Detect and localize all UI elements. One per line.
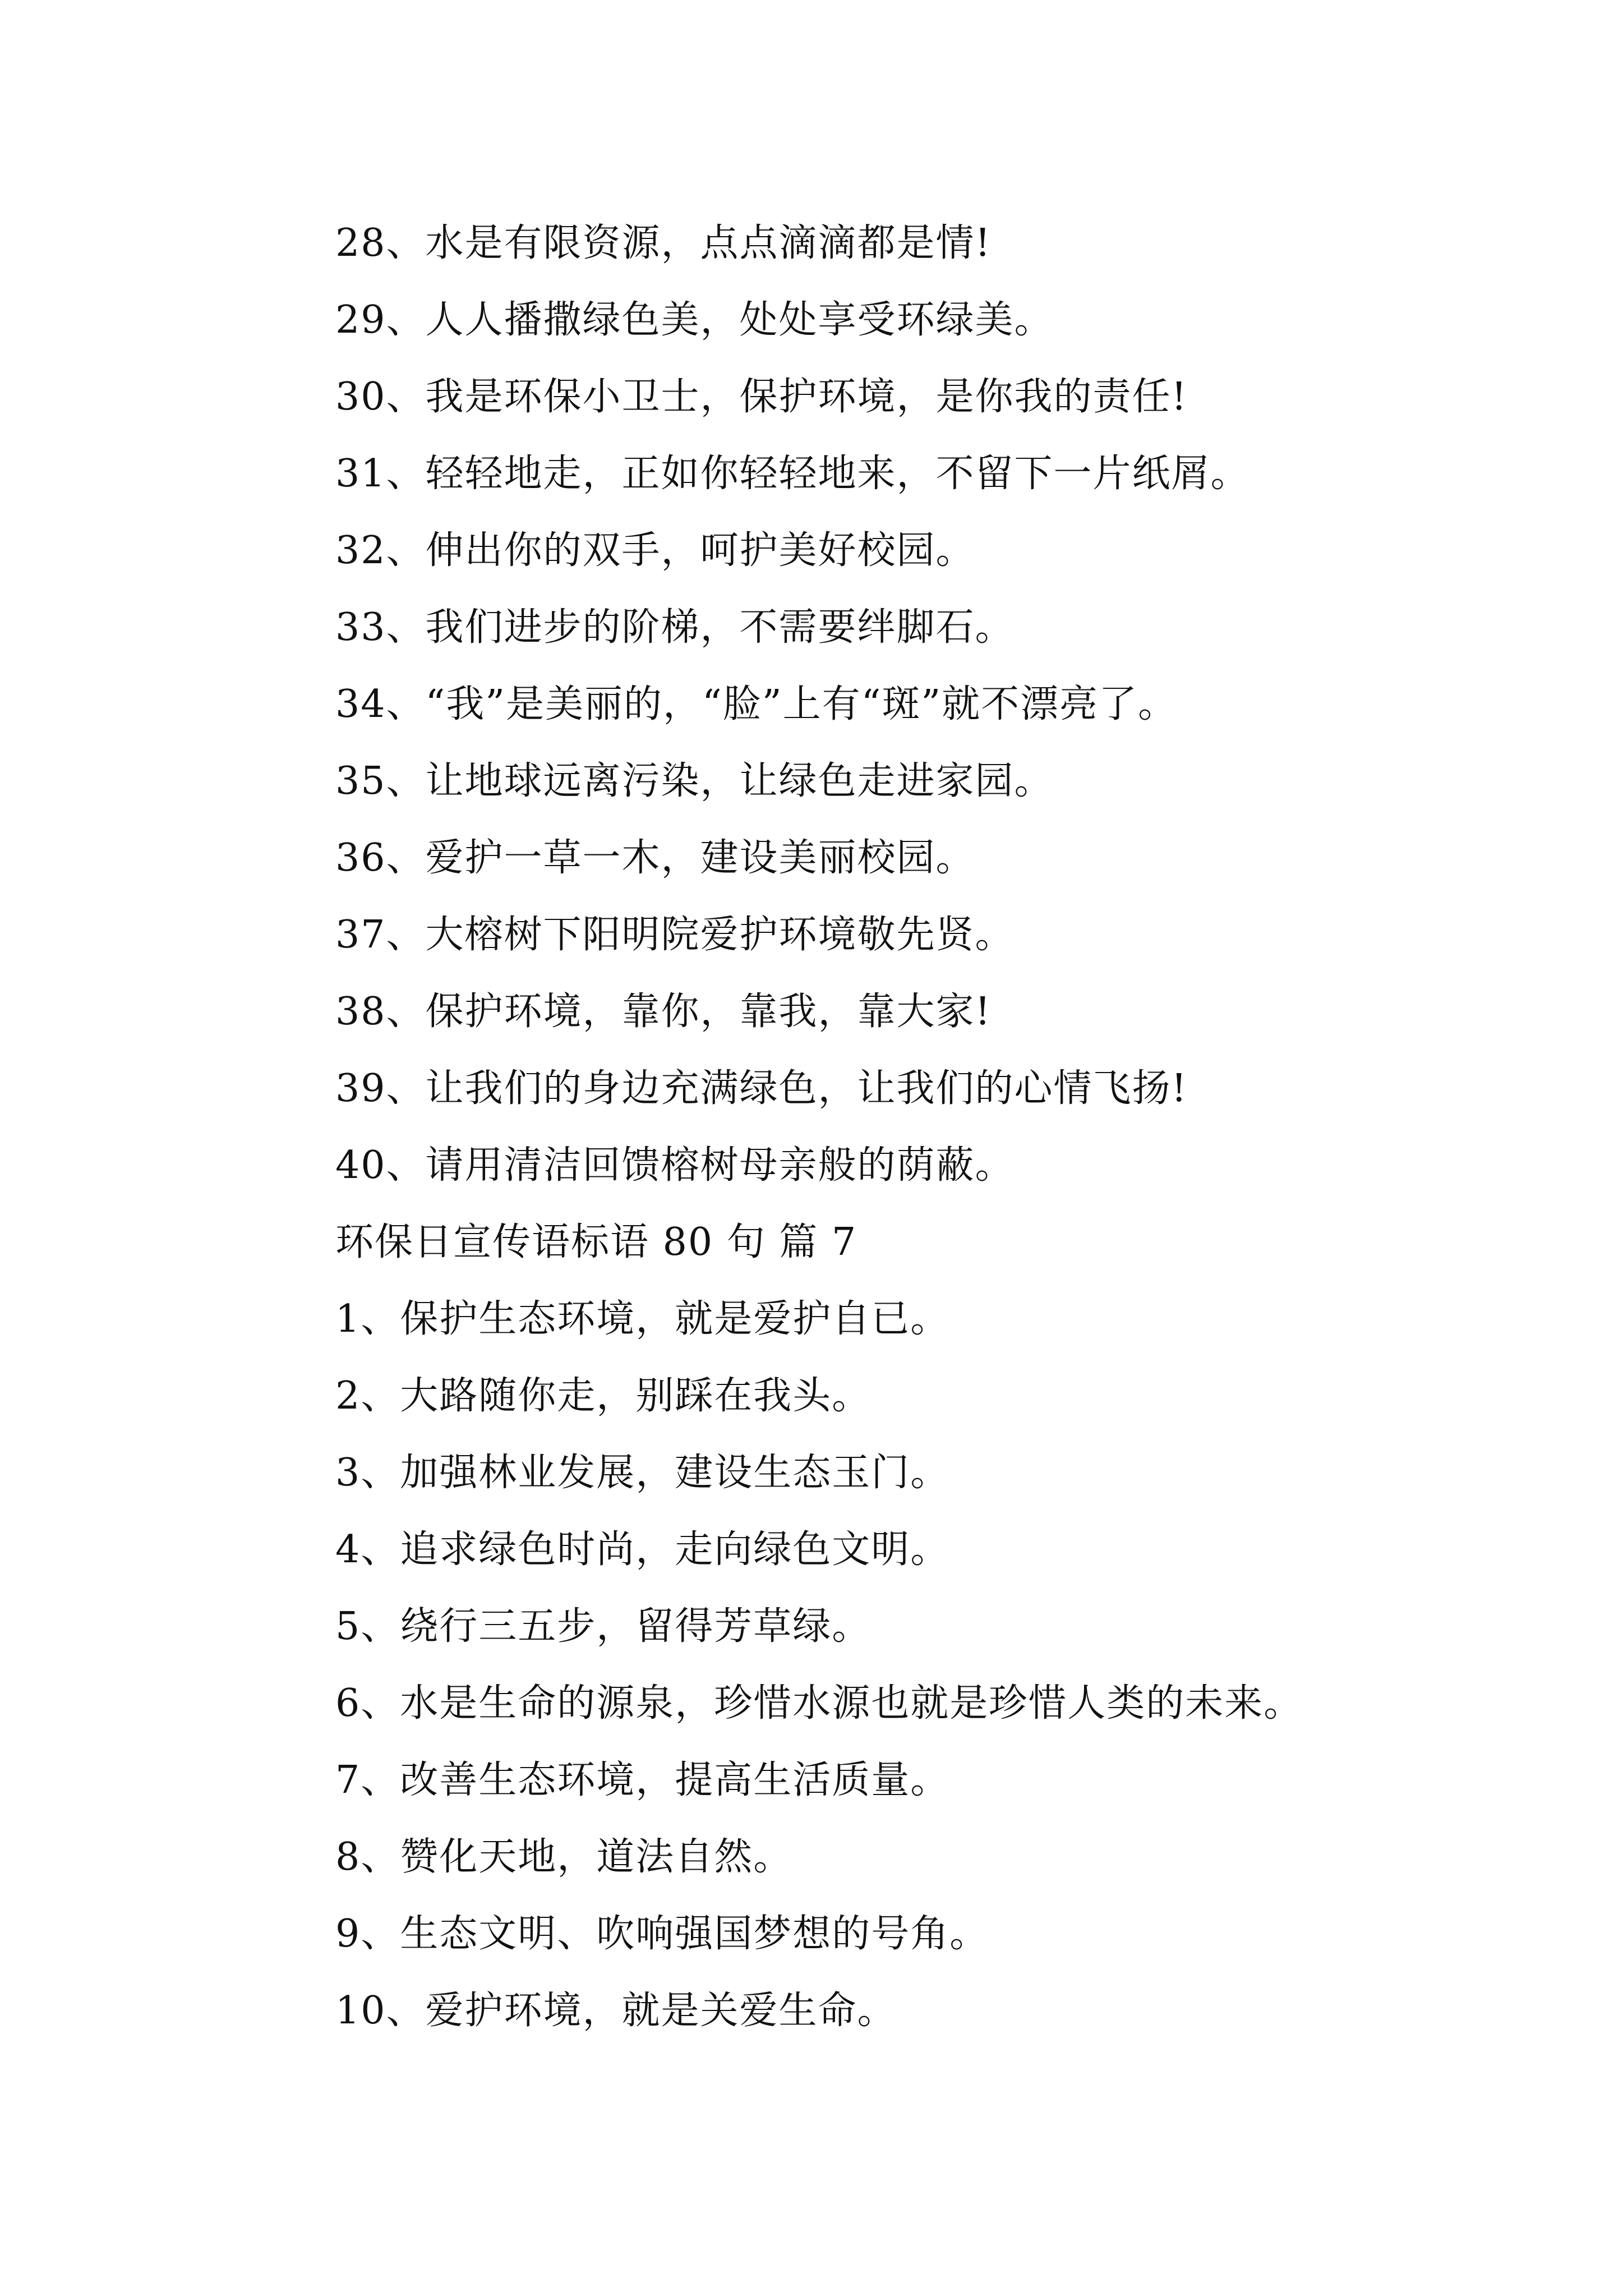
list-item: 7、改善生态环境，提高生活质量。	[335, 1758, 950, 1802]
list-item: 31、轻轻地走，正如你轻轻地来，不留下一片纸屑。	[335, 452, 1250, 496]
list-item: 29、人人播撒绿色美，处处享受环绿美。	[335, 298, 1054, 342]
list-item: 8、赞化天地，道法自然。	[335, 1835, 793, 1879]
list-item: 9、生态文明、吹响强国梦想的号角。	[335, 1912, 989, 1956]
document-body	[335, 205, 1569, 2049]
list-item: 33、我们进步的阶梯，不需要绊脚石。	[335, 605, 1015, 650]
list-item: 37、大榕树下阳明院爱护环境敬先贤。	[335, 913, 1015, 957]
list-item: 1、保护生态环境，就是爱护自已。	[335, 1297, 950, 1341]
list-item: 38、保护环境，靠你，靠我，靠大家!	[335, 990, 992, 1034]
list-item: 32、伸出你的双手，呵护美好校园。	[335, 528, 975, 573]
list-item: 4、追求绿色时尚，走向绿色文明。	[335, 1527, 950, 1572]
list-item: 3、加强林业发展，建设生态玉门。	[335, 1451, 950, 1495]
list-item: 10、爱护环境，就是关爱生命。	[335, 1989, 897, 2033]
list-item: 2、大路随你走，别踩在我头。	[335, 1374, 872, 1418]
section-heading: 环保日宣传语标语 80 句 篇 7	[335, 1220, 857, 1264]
list-item: 40、请用清洁回馈榕树母亲般的荫蔽。	[335, 1143, 1015, 1188]
list-item: 39、让我们的身边充满绿色，让我们的心情飞扬!	[335, 1066, 1188, 1111]
list-item: 35、让地球远离污染，让绿色走进家园。	[335, 759, 1054, 803]
list-item: 6、水是生命的源泉，珍惜水源也就是珍惜人类的未来。	[335, 1681, 1303, 1726]
list-item: 36、爱护一草一木，建设美丽校园。	[335, 836, 975, 880]
list-item: 5、绕行三五步，留得芳草绿。	[335, 1604, 872, 1649]
list-item: 28、水是有限资源，点点滴滴都是情!	[335, 221, 992, 265]
list-item: 34、“我”是美丽的，“脸”上有“斑”就不漂亮了。	[335, 682, 1178, 726]
list-item: 30、我是环保小卫士，保护环境，是你我的责任!	[335, 375, 1188, 419]
